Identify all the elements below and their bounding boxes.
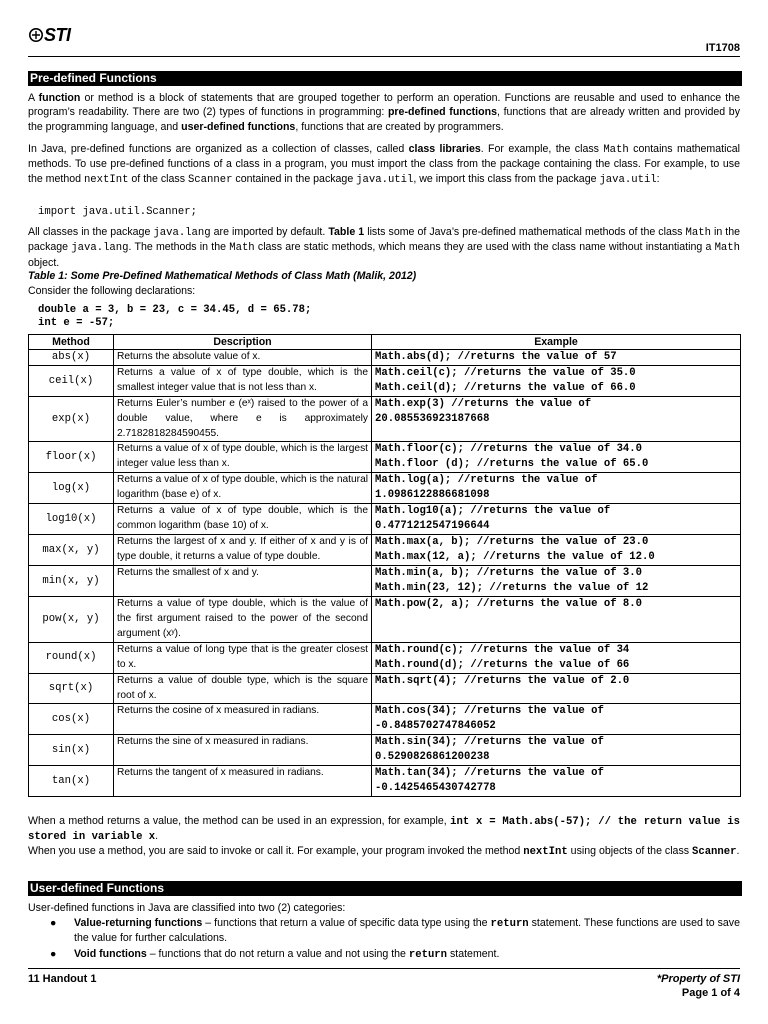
text: contained in the package bbox=[232, 172, 357, 185]
text: or method is a block of statements that are grouped together to perform an operation. Functions are reusable and used to enhance the program’s readability. There are two (2) types of functions in programming: bbox=[28, 92, 740, 119]
example-cell: Math.ceil(c); //returns the value of 35.0 Math.ceil(d); //returns the value of 66.0 bbox=[372, 366, 741, 397]
footer-handout-label: 11 Handout 1 bbox=[28, 973, 97, 985]
method-cell: min(x, y) bbox=[29, 566, 114, 597]
table-row bbox=[29, 735, 741, 766]
import-statement: import java.util.Scanner; bbox=[38, 206, 197, 218]
bold-term: Void functions bbox=[74, 947, 147, 960]
text: . bbox=[736, 845, 740, 857]
method-cell: exp(x) bbox=[29, 397, 114, 442]
bold-term: function bbox=[38, 92, 81, 104]
inline-code: java.lang bbox=[71, 242, 129, 255]
text: , functions that are already written and provided by the programming language, and bbox=[28, 106, 740, 133]
table-caption: Table 1: Some Pre-Defined Mathematical Methods of Class Math (Malik, 2012) bbox=[28, 270, 417, 282]
paragraph-method-expression bbox=[28, 814, 740, 845]
example-cell: Math.cos(34); //returns the value of -0.8485702747846052 bbox=[372, 704, 741, 735]
text: in the package bbox=[28, 226, 741, 254]
header-divider bbox=[28, 56, 740, 57]
text: are imported by default. bbox=[210, 226, 329, 238]
table-row bbox=[29, 673, 741, 704]
description-cell: Returns the absolute value of x. bbox=[114, 350, 372, 366]
list-item bbox=[50, 916, 740, 946]
description-cell: Returns a value of x of type double, which is the largest integer value less than x. bbox=[114, 442, 372, 473]
method-cell: abs(x) bbox=[29, 350, 114, 366]
example-cell: Math.sqrt(4); //returns the value of 2.0 bbox=[372, 673, 741, 704]
method-cell: log10(x) bbox=[29, 504, 114, 535]
text: In Java, pre-defined functions are organized as a collection of classes, called bbox=[28, 143, 409, 155]
math-methods-table bbox=[28, 334, 741, 797]
column-header-description: Description bbox=[114, 335, 372, 350]
example-cell: Math.tan(34); //returns the value of -0.1425465430742778 bbox=[372, 766, 741, 797]
footer-page-number: Page 1 of 4 bbox=[681, 987, 740, 999]
table-row bbox=[29, 397, 741, 442]
table-row bbox=[29, 766, 741, 797]
paragraph-class-libraries bbox=[28, 142, 740, 187]
text: : bbox=[656, 172, 660, 185]
bold-term: pre-defined functions bbox=[387, 106, 497, 119]
method-cell: tan(x) bbox=[29, 766, 114, 797]
text: When a method returns a value, the method can be used in an expression, for example, bbox=[28, 815, 451, 827]
method-cell: sqrt(x) bbox=[29, 673, 114, 704]
inline-code: Math bbox=[685, 227, 711, 239]
text: . For example, the class bbox=[480, 143, 604, 155]
text: object. bbox=[28, 256, 60, 269]
description-cell: Returns the largest of x and y. If either of x and y is of type double, it returns a value of type double. bbox=[114, 535, 372, 566]
example-cell: Math.sin(34); //returns the value of 0.5290826861200238 bbox=[372, 735, 741, 766]
table-row bbox=[29, 566, 741, 597]
text: , we import this class from the package bbox=[413, 172, 600, 185]
sti-logo-icon bbox=[29, 28, 43, 42]
bullet-icon: ● bbox=[50, 947, 57, 960]
text: statement. bbox=[447, 947, 500, 960]
table-header-row bbox=[29, 335, 741, 350]
example-cell: Math.log10(a); //returns the value of 0.4771212547196644 bbox=[372, 504, 741, 535]
inline-code: java.lang bbox=[153, 227, 211, 239]
text: statement. These functions are used to save the value for further calculations. bbox=[74, 917, 740, 945]
method-cell: sin(x) bbox=[29, 735, 114, 766]
inline-code: nextInt bbox=[523, 846, 568, 858]
description-cell: Returns a value of x of type double, which is the common logarithm (base 10) of x. bbox=[114, 504, 372, 535]
description-cell: Returns the sine of x measured in radians. bbox=[114, 735, 372, 766]
description-cell: Returns the cosine of x measured in radians. bbox=[114, 704, 372, 735]
footer-property-notice: *Property of STI bbox=[656, 973, 740, 985]
declaration-line-1: double a = 3, b = 23, c = 34.45, d = 65.78; bbox=[38, 304, 312, 316]
text: lists some of Java’s pre-defined mathematical methods of the class bbox=[364, 226, 686, 238]
description-cell: Returns a value of double type, which is the square root of x. bbox=[114, 673, 372, 704]
table-row bbox=[29, 366, 741, 397]
table-row bbox=[29, 442, 741, 473]
text: contains mathematical methods. To use pre-defined functions of a class in a program, you must import the class from the package containing the class. For example, to use the method bbox=[28, 143, 740, 185]
column-header-method: Method bbox=[29, 335, 114, 350]
text: . bbox=[155, 830, 159, 843]
example-cell: Math.min(a, b); //returns the value of 3.0 Math.min(23, 12); //returns the value of 12 bbox=[372, 566, 741, 597]
consider-text: Consider the following declarations: bbox=[28, 285, 196, 297]
userdefined-list bbox=[50, 916, 740, 962]
text: When you use a method, you are said to invoke or call it. For example, your program invoked the method bbox=[28, 845, 524, 857]
description-cell: Returns a value of x of type double, which is the natural logarithm (base e) of x. bbox=[114, 473, 372, 504]
userdefined-intro: User-defined functions in Java are classified into two (2) categories: bbox=[28, 902, 346, 914]
description-cell: Returns the tangent of x measured in radians. bbox=[114, 766, 372, 797]
text: of the class bbox=[128, 172, 188, 185]
inline-code: Math bbox=[714, 242, 741, 255]
inline-code: int x = Math.abs(-57); // the return value is stored in variable x bbox=[28, 816, 740, 844]
footer-right bbox=[657, 972, 740, 1000]
bold-term: Value-returning functions bbox=[74, 917, 203, 929]
inline-code: nextInt bbox=[83, 173, 129, 186]
description-cell: Returns a value of long type that is the greater closest to x. bbox=[114, 642, 372, 673]
column-header-example: Example bbox=[372, 335, 741, 350]
inline-code: Math bbox=[603, 144, 629, 156]
table-row bbox=[29, 704, 741, 735]
sti-logo bbox=[29, 25, 71, 45]
inline-code: java.util bbox=[356, 173, 414, 186]
text: A bbox=[28, 92, 39, 104]
table-row bbox=[29, 597, 741, 642]
example-cell: Math.floor(c); //returns the value of 34.0 Math.floor (d); //returns the value of 65.0 bbox=[372, 442, 741, 473]
logo-text: STI bbox=[44, 25, 71, 45]
inline-code: return bbox=[490, 918, 529, 930]
example-cell: Math.log(a); //returns the value of 1.0986122886681098 bbox=[372, 473, 741, 504]
inline-code: java.util bbox=[599, 173, 657, 186]
paragraph-java-lang bbox=[28, 225, 740, 270]
method-cell: max(x, y) bbox=[29, 535, 114, 566]
inline-code: Math bbox=[229, 242, 255, 255]
document-code: IT1708 bbox=[705, 42, 740, 54]
text: . The methods in the bbox=[128, 241, 230, 254]
inline-code: Scanner bbox=[691, 846, 737, 858]
method-cell: log(x) bbox=[29, 473, 114, 504]
method-cell: ceil(x) bbox=[29, 366, 114, 397]
table-row bbox=[29, 473, 741, 504]
section-title-predefined: Pre-defined Functions bbox=[28, 71, 742, 86]
text: – functions that do not return a value and not using the bbox=[146, 947, 409, 960]
list-item bbox=[50, 947, 740, 962]
table-row bbox=[29, 642, 741, 673]
text: – functions that return a value of specific data type using the bbox=[202, 917, 491, 929]
method-cell: round(x) bbox=[29, 642, 114, 673]
text: class are static methods, which means they are used with the class name without instantiating a bbox=[254, 241, 715, 254]
description-cell: Returns the smallest of x and y. bbox=[114, 566, 372, 597]
table-row bbox=[29, 350, 741, 366]
example-cell: Math.pow(2, a); //returns the value of 8.0 bbox=[372, 597, 741, 642]
example-cell: Math.round(c); //returns the value of 34 Math.round(d); //returns the value of 66 bbox=[372, 642, 741, 673]
inline-code: Scanner bbox=[187, 173, 233, 186]
bold-term: user-defined functions bbox=[181, 120, 296, 133]
paragraph-intro bbox=[28, 91, 740, 134]
bold-term: class libraries bbox=[408, 143, 481, 155]
paragraph-invoke bbox=[28, 844, 740, 859]
table-row bbox=[29, 504, 741, 535]
example-cell: Math.exp(3) //returns the value of 20.085536923187668 bbox=[372, 397, 741, 442]
text: All classes in the package bbox=[28, 226, 154, 238]
text: , functions that are created by programmers. bbox=[295, 120, 504, 133]
method-cell: cos(x) bbox=[29, 704, 114, 735]
method-cell: pow(x, y) bbox=[29, 597, 114, 642]
declaration-line-2: int e = -57; bbox=[38, 317, 115, 329]
inline-code: return bbox=[408, 948, 448, 961]
example-cell: Math.abs(d); //returns the value of 57 bbox=[372, 350, 741, 366]
section-title-userdefined: User-defined Functions bbox=[28, 881, 742, 896]
method-cell: floor(x) bbox=[29, 442, 114, 473]
description-cell: Returns Euler’s number e (eˣ) raised to the power of a double value, where e is approximately 2.7182818284590455. bbox=[114, 397, 372, 442]
description-cell: Returns a value of type double, which is the value of the first argument raised to the power of the second argument (xʸ). bbox=[114, 597, 372, 642]
footer-divider bbox=[28, 968, 740, 969]
example-cell: Math.max(a, b); //returns the value of 23.0 Math.max(12, a); //returns the value of 12.0 bbox=[372, 535, 741, 566]
bullet-icon: ● bbox=[50, 917, 57, 929]
description-cell: Returns a value of x of type double, which is the smallest integer value that is not less than x. bbox=[114, 366, 372, 397]
bold-term: Table 1 bbox=[328, 226, 365, 238]
text: using objects of the class bbox=[567, 845, 692, 857]
table-row bbox=[29, 535, 741, 566]
